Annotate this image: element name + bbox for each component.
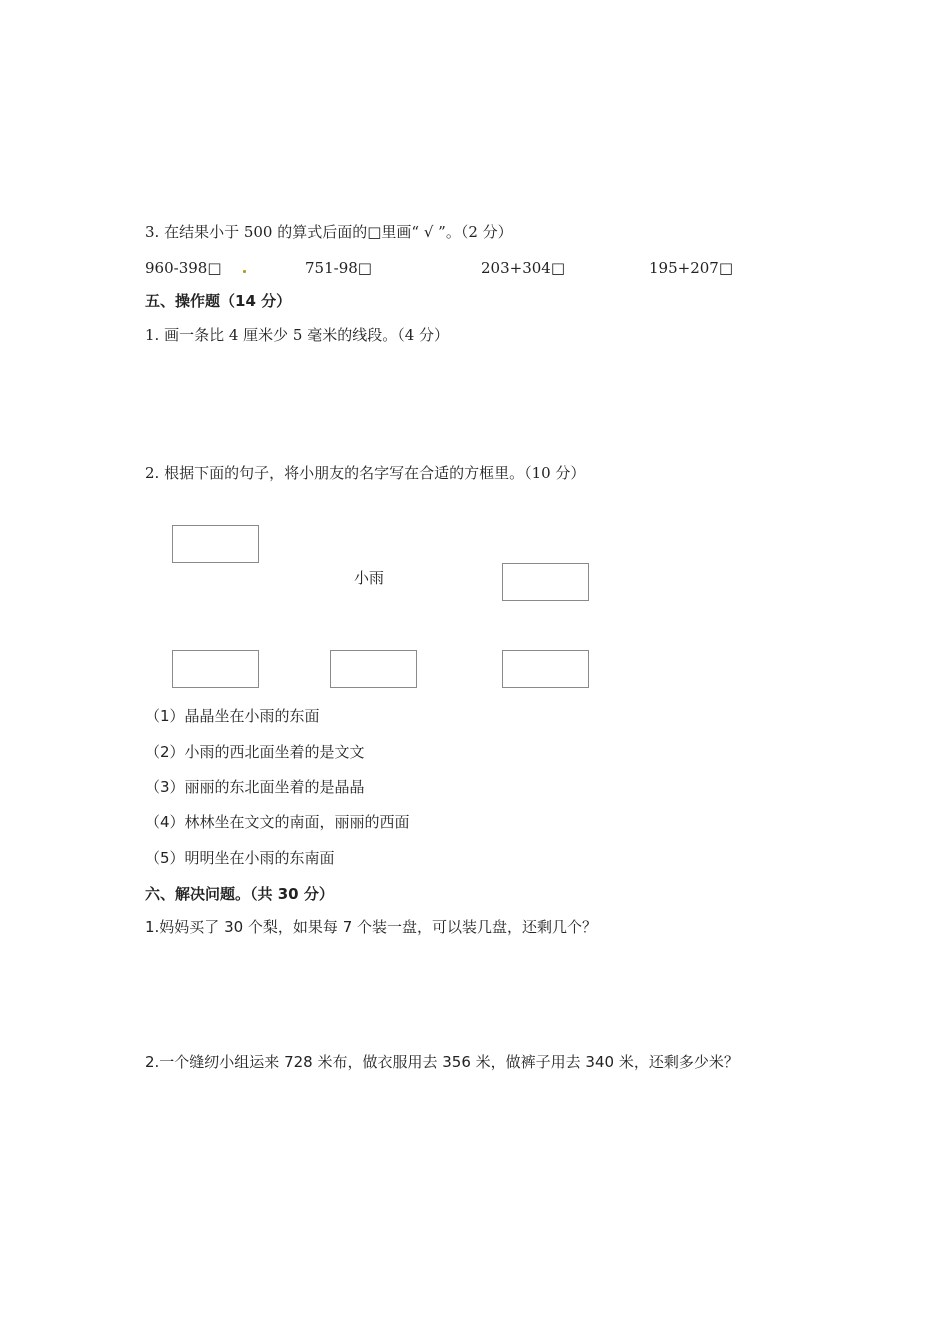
section6-q2: 2.一个缝纫小组运来 728 米布，做衣服用去 356 米，做裤子用去 340 米，还剩多少米？ [145,1053,739,1071]
seat-box-northwest[interactable] [172,525,259,563]
seat-box-east[interactable] [502,563,589,601]
expression-1: 960-398□ [145,259,222,277]
expression-2: 751-98□ [305,259,372,277]
clue-5: （5）明明坐在小雨的东南面 [145,849,335,867]
section6-heading: 六、解决问题。（共 30 分） [145,885,334,903]
clue-4: （4）林林坐在文文的南面，丽丽的西面 [145,813,410,831]
seat-box-southwest[interactable] [172,650,259,688]
expression-3: 203+304□ [481,259,566,277]
stray-dot [243,270,246,273]
clue-3: （3）丽丽的东北面坐着的是晶晶 [145,778,365,796]
expression-4: 195+207□ [649,259,734,277]
section5-q2: 2. 根据下面的句子，将小朋友的名字写在合适的方框里。（10 分） [145,464,586,482]
seat-box-southeast[interactable] [502,650,589,688]
clue-1: （1）晶晶坐在小雨的东面 [145,707,320,725]
center-name-label: 小雨 [354,569,385,587]
section5-heading: 五、操作题（14 分） [145,292,292,310]
clue-2: （2）小雨的西北面坐着的是文文 [145,743,365,761]
section6-q1: 1.妈妈买了 30 个梨，如果每 7 个装一盘，可以装几盘，还剩几个？ [145,918,598,936]
seat-box-south[interactable] [330,650,417,688]
q3-instruction: 3. 在结果小于 500 的算式后面的□里画“ √ ”。（2 分） [145,223,513,241]
section5-q1: 1. 画一条比 4 厘米少 5 毫米的线段。（4 分） [145,326,450,344]
